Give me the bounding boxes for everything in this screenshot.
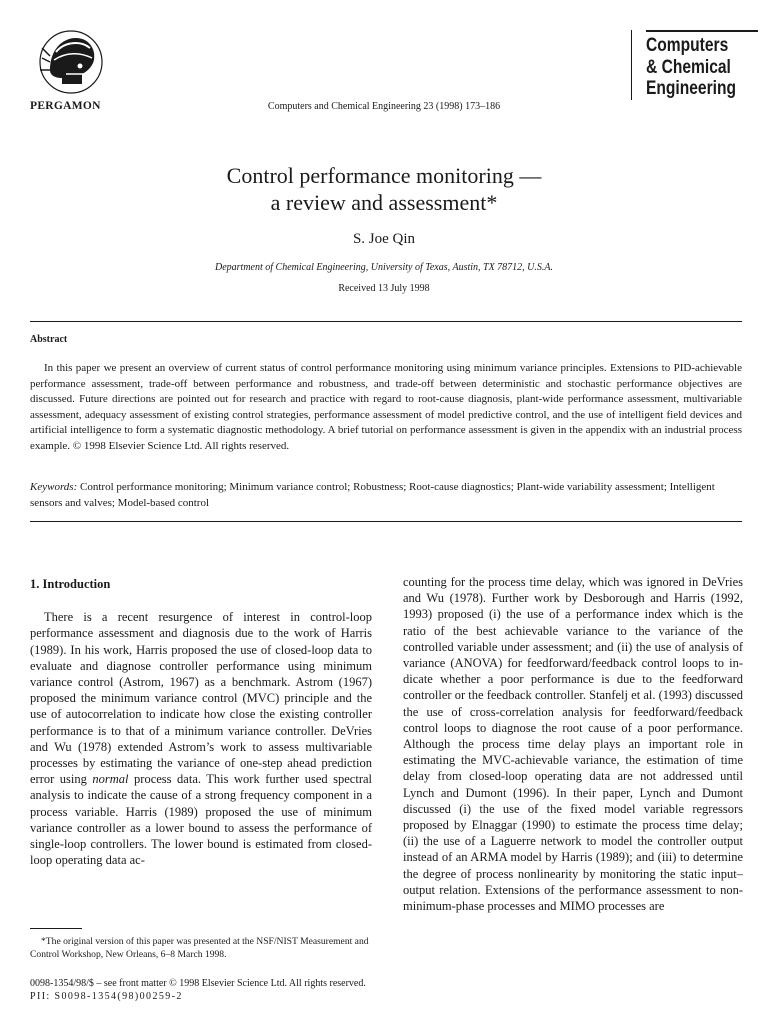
brand-line-2: & Chemical: [646, 56, 731, 78]
right-column-text: counting for the process time delay, which was ignored in DeVries and Wu (1978). Further work by Desborough and Harris (1992, 1993) proposed (i) the use of a performance index which is the ratio of the best achievable variance to the variance of the controlled variable under assessment; and (ii) the use of analysis of variance (ANOVA) for feedforward/feedback control loops to indicate whether a poor performance is due to the feedforward controller or the feedback controller. Stanfelj et al. (1993) discussed the use of cross-correlation analysis for feedforward/feedback control loops to diagnose the root cause of a poor performance. Although the process time delay plays an important role in estimating the MVC-achievable variance, the estimation of time delay from closed-loop operating data are not addressed until Lynch and Dumont (1996). In their paper, Lynch and Dumont discussed (i) the use of the fixed model variable regressors proposed by Elnaggar (1990) to estimate the process time delay; (ii) the use of a Laguerre network to model the controller output instead of an ARMA model by Harris (1989); and (iii) to determine the degree of process nonlinearity by monitoring the static input–output relation. Extensions of the performance assessment to non-minimum-phase processes and MIMO processes are: [403, 575, 743, 914]
intro-paragraph: [30, 609, 372, 868]
author-name: S. Joe Qin: [352, 231, 416, 247]
journal-citation: Computers and Chemical Engineering 23 (1998) 173–186: [267, 101, 501, 112]
keywords: [30, 480, 742, 511]
intro-text-2: process data. This work further used spectral analysis to indicate the cause of a strong frequency component in a process variable. Harris (1989) proposed the use of minimum variance controller as a lower bound to assess the performance of single-loop controllers. The lower bound is estimated from closed-loop operating data ac-: [30, 772, 373, 868]
keywords-list: Control performance monitoring; Minimum variance control; Robustness; Root-cause diagnostics; Plant-wide variability assessment; Intelligent sensors and valves; Model-based control: [30, 481, 715, 509]
article-title: [0, 162, 768, 216]
title-line-2: a review and assessment*: [270, 190, 498, 215]
abstract-top-rule: [30, 321, 742, 322]
intro-emphasis: normal: [92, 772, 129, 787]
brand-line-3: Engineering: [646, 78, 737, 99]
received-date: Received 13 July 1998: [338, 283, 430, 294]
pergamon-logo-icon: [36, 28, 106, 96]
publisher-name: PERGAMON: [30, 100, 101, 112]
footnote-rule: [30, 928, 82, 929]
brand-line-1: Computers: [646, 35, 729, 56]
title-line-1: Control performance monitoring —: [226, 163, 542, 188]
footnote: *The original version of this paper was presented at the NSF/NIST Measurement and Control Workshop, New Orleans, 6–8 March 1998.: [30, 936, 369, 960]
section-heading: 1. Introduction: [30, 577, 111, 591]
copyright-line: 0098-1354/98/$ – see front matter © 1998 Elsevier Science Ltd. All rights reserved.: [30, 978, 366, 989]
right-column: [403, 574, 743, 914]
pii-line: PII: S0098-1354(98)00259-2: [30, 991, 183, 1002]
abstract-text: In this paper we present an overview of current status of control performance monitoring using minimum variance principles. Extensions to PID-achievable performance assessment, trade-off between performance and robustness, and trade-off between deterministic and stochastic performance objectives are discussed. Future directions are pointed out for research and practice with regard to root-cause diagnosis, plant-wide performance assessment, multivariable assessment, adequacy assessment of existing control strategies, performance assessment of model predictive control, and the use of intelligent field devices and artificial intelligence to form a systematic diagnostic methodology. A brief tutorial on performance assessment is given in the appendix with an industrial process example. © 1998 Elsevier Science Ltd. All rights reserved.: [30, 362, 742, 452]
keywords-label: Keywords:: [30, 481, 78, 493]
abstract-bottom-rule: [30, 521, 742, 522]
journal-brand: [631, 30, 758, 100]
intro-text-1: There is a recent resurgence of interest in control-loop performance assessment and diagnosis due to the work of Harris (1989). In his work, Harris proposed the use of closed-loop data to evaluate and diagnose controller performance using minimum variance control (Astrom, 1967) as a benchmark. Astrom (1967) proposed the minimum variance control (MVC) principle and the use of autocorrelation to indicate how close the existing controller performance is to that of a minimum variance controller. DeVries and Wu (1978) extended Astrom’s work to assess multivariable processes by estimating the variance of one-step ahead prediction error using: [30, 610, 372, 787]
author-affiliation: Department of Chemical Engineering, University of Texas, Austin, TX 78712, U.S.A.: [214, 262, 554, 273]
brand-top-rule: [646, 30, 758, 32]
abstract-heading: Abstract: [30, 334, 68, 345]
left-column: [30, 576, 372, 868]
